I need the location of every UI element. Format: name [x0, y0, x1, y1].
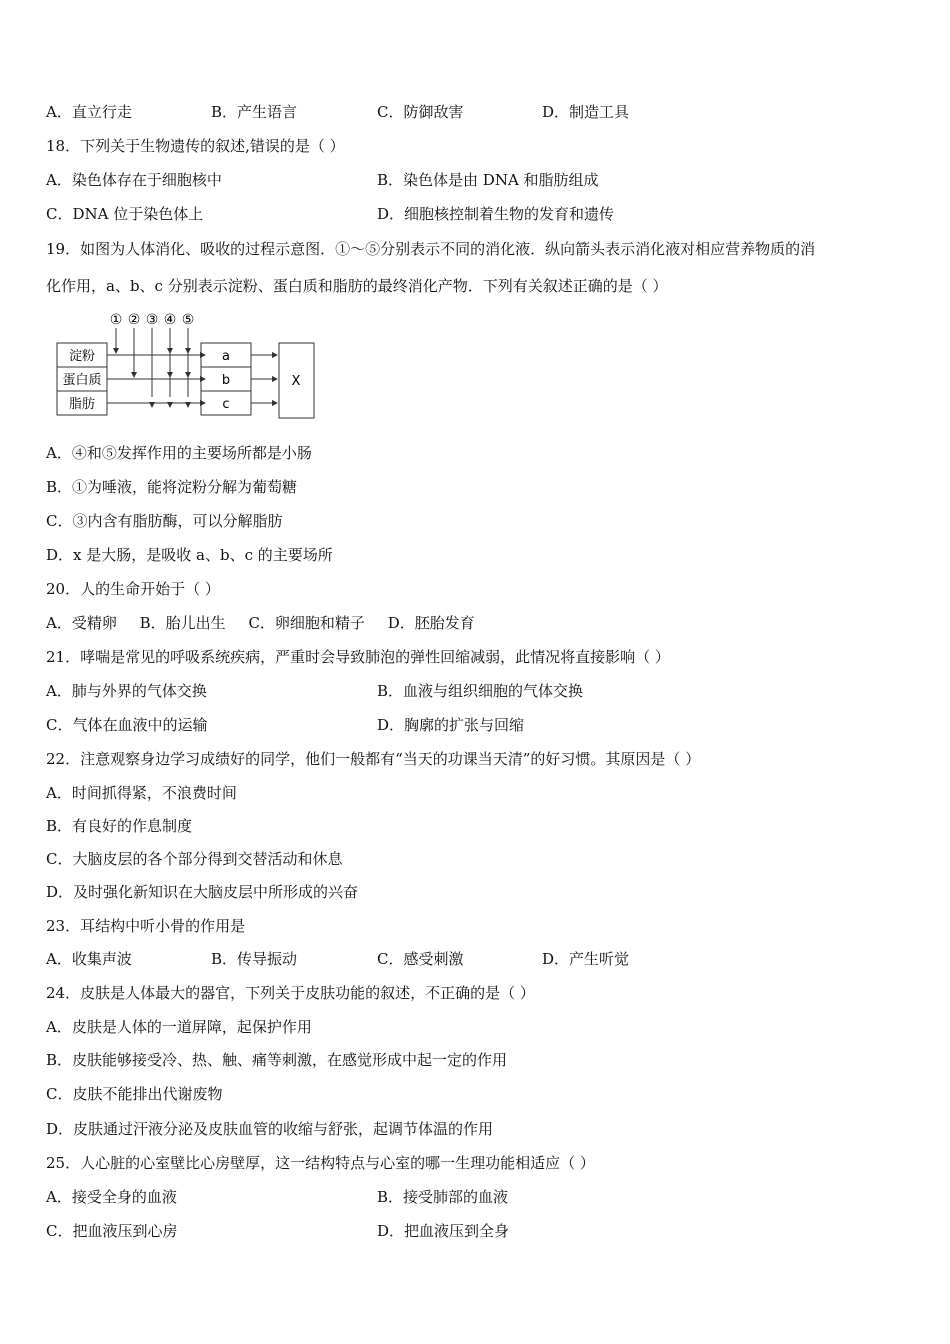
- product-b: b: [221, 373, 231, 388]
- q21-option-d: D．胸廓的扩张与回缩: [377, 716, 525, 734]
- q21-options-row1: [0, 681, 950, 701]
- juice-5-arrowhead: [185, 402, 191, 408]
- q23-option-b: B．传导振动: [211, 950, 298, 968]
- q18-option-c: C．DNA 位于染色体上: [46, 205, 204, 223]
- juice-4-label: ④: [163, 312, 177, 328]
- juice-2-label: ②: [127, 312, 141, 328]
- q24-option-a: A．皮肤是人体的一道屏障，起保护作用: [46, 1018, 312, 1036]
- site-x-label: X: [291, 374, 301, 389]
- q21-option-c: C．气体在血液中的运输: [46, 716, 208, 734]
- q20-stem: 20．人的生命开始于（ ）: [46, 580, 220, 598]
- juice-1-arrowhead: [113, 348, 119, 354]
- c-to-x-arrowhead: [272, 400, 278, 406]
- q23-option-c: C．感受刺激: [377, 950, 464, 968]
- q18-options-row2: [0, 204, 950, 224]
- juice-1-label: ①: [109, 312, 123, 328]
- q17-option-b: B．产生语言: [211, 103, 298, 121]
- q22-stem: 22．注意观察身边学习成绩好的同学，他们一般都有“当天的功课当天清”的好习惯。其原因是（ ）: [46, 750, 701, 768]
- q18-option-d: D．细胞核控制着生物的发育和遗传: [377, 205, 615, 223]
- product-a: a: [222, 349, 230, 364]
- digestion-diagram: [54, 311, 324, 423]
- nutrient-fat: 脂肪: [68, 397, 96, 412]
- q19-option-d: D．x 是大肠，是吸收 a、b、c 的主要场所: [46, 546, 333, 564]
- q24-option-d: D．皮肤通过汗液分泌及皮肤血管的收缩与舒张，起调节体温的作用: [46, 1120, 494, 1138]
- q17-option-d: D．制造工具: [542, 103, 630, 121]
- juice-4-arrowhead: [167, 402, 173, 408]
- q25-option-b: B．接受肺部的血液: [377, 1188, 509, 1206]
- q18-options-row1: [0, 170, 950, 190]
- q18-option-a: A．染色体存在于细胞核中: [46, 171, 222, 189]
- juice-3-arrowhead: [149, 402, 155, 408]
- q20-option-c: C．卵细胞和精子: [248, 614, 365, 632]
- juice-4-starch-arrowhead: [167, 348, 173, 354]
- q19-stem-line1: 19．如图为人体消化、吸收的过程示意图．①～⑤分别表示不同的消化液．纵向箭头表示消化液对相应营养物质的消: [46, 240, 816, 258]
- q20-option-b: B．胎儿出生: [139, 614, 226, 632]
- q17-option-c: C．防御敌害: [377, 103, 464, 121]
- q21-option-b: B．血液与组织细胞的气体交换: [377, 682, 584, 700]
- q20-options: [46, 613, 493, 633]
- q22-option-d: D．及时强化新知识在大脑皮层中所形成的兴奋: [46, 883, 359, 901]
- juice-5-protein-arrowhead: [185, 372, 191, 378]
- q17-options: [0, 102, 950, 122]
- b-to-x-arrowhead: [272, 376, 278, 382]
- q22-option-c: C．大脑皮层的各个部分得到交替活动和休息: [46, 850, 343, 868]
- product-c: c: [222, 397, 230, 412]
- q20-option-a: A．受精卵: [46, 614, 117, 632]
- q24-stem: 24．皮肤是人体最大的器官，下列关于皮肤功能的叙述，不正确的是（ ）: [46, 984, 535, 1002]
- q24-option-c: C．皮肤不能排出代谢废物: [46, 1085, 223, 1103]
- q20-option-d: D．胚胎发育: [387, 614, 475, 632]
- q21-stem: 21．哮喘是常见的呼吸系统疾病，严重时会导致肺泡的弹性回缩减弱，此情况将直接影响（ ）: [46, 648, 670, 666]
- q25-options-row1: [0, 1187, 950, 1207]
- q19-option-c: C．③内含有脂肪酶，可以分解脂肪: [46, 512, 283, 530]
- q19-option-b: B．①为唾液，能将淀粉分解为葡萄糖: [46, 478, 298, 496]
- q25-options-row2: [0, 1221, 950, 1241]
- a-to-x-arrowhead: [272, 352, 278, 358]
- q21-option-a: A．肺与外界的气体交换: [46, 682, 207, 700]
- q25-option-a: A．接受全身的血液: [46, 1188, 177, 1206]
- q18-stem: 18．下列关于生物遗传的叙述,错误的是（ ）: [46, 137, 345, 155]
- juice-5-label: ⑤: [181, 312, 195, 328]
- q19-stem-line2: 化作用，a、b、c 分别表示淀粉、蛋白质和脂肪的最终消化产物．下列有关叙述正确的是（ ）: [46, 277, 668, 295]
- juice-5-starch-arrowhead: [185, 348, 191, 354]
- q18-option-b: B．染色体是由 DNA 和脂肪组成: [377, 171, 599, 189]
- q25-stem: 25．人心脏的心室壁比心房壁厚，这一结构特点与心室的哪一生理功能相适应（ ）: [46, 1154, 595, 1172]
- q22-option-a: A．时间抓得紧，不浪费时间: [46, 784, 237, 802]
- juice-4-protein-arrowhead: [167, 372, 173, 378]
- q23-option-a: A．收集声波: [46, 950, 132, 968]
- q23-options: [0, 949, 950, 969]
- q17-option-a: A．直立行走: [46, 103, 132, 121]
- juice-2-arrowhead: [131, 372, 137, 378]
- q21-options-row2: [0, 715, 950, 735]
- q23-stem: 23．耳结构中听小骨的作用是: [46, 917, 246, 935]
- q22-option-b: B．有良好的作息制度: [46, 817, 193, 835]
- juice-3-label: ③: [145, 312, 159, 328]
- nutrient-starch: 淀粉: [68, 349, 96, 364]
- q19-option-a: A．④和⑤发挥作用的主要场所都是小肠: [46, 444, 312, 462]
- q24-option-b: B．皮肤能够接受冷、热、触、痛等刺激，在感觉形成中起一定的作用: [46, 1051, 508, 1069]
- q23-option-d: D．产生听觉: [542, 950, 630, 968]
- nutrient-protein: 蛋白质: [62, 373, 102, 388]
- q25-option-c: C．把血液压到心房: [46, 1222, 178, 1240]
- q25-option-d: D．把血液压到全身: [377, 1222, 510, 1240]
